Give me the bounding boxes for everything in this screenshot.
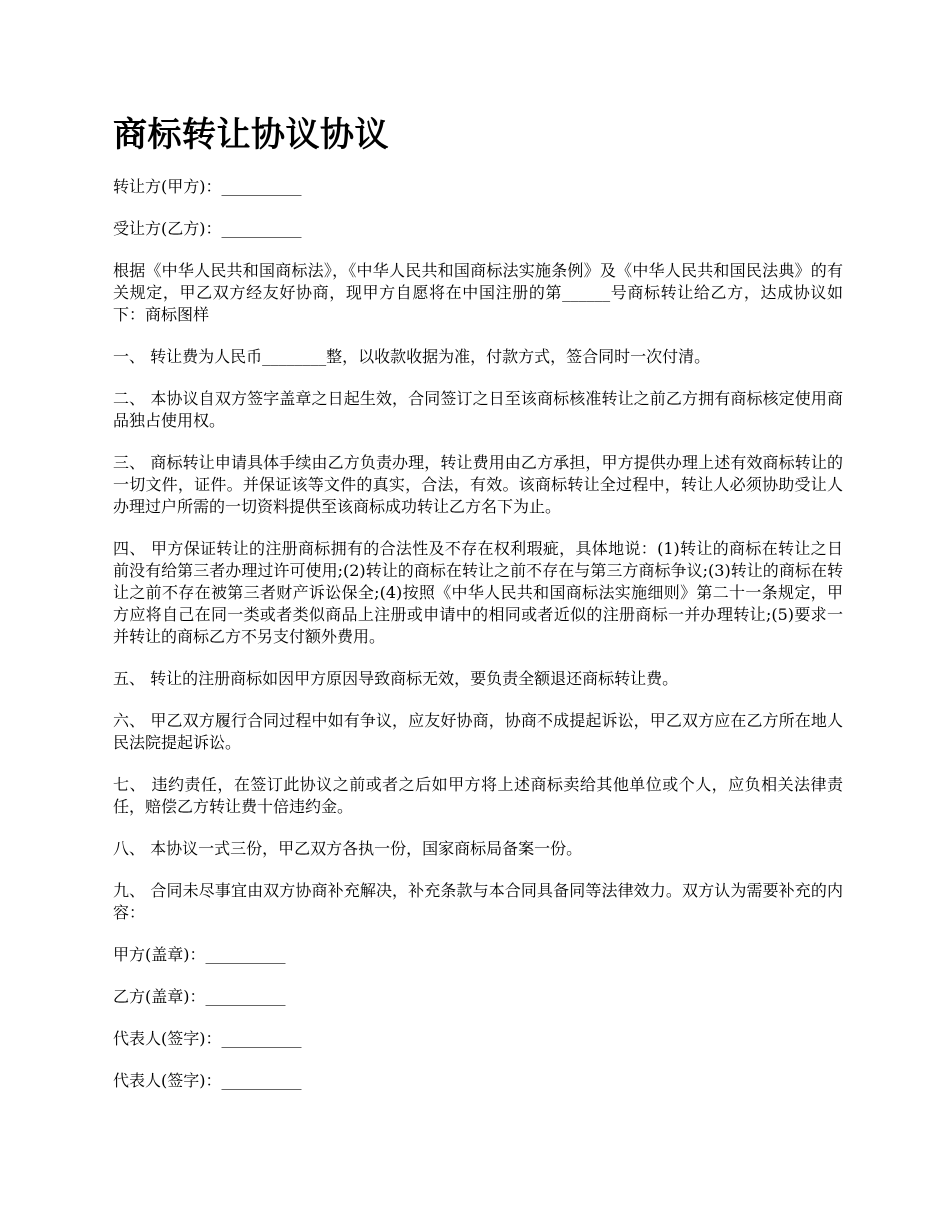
clause-9: 九、 合同未尽事宜由双方协商补充解决，补充条款与本合同具备同等法律效力。双方认为需要补充的内容： bbox=[113, 881, 843, 922]
transferor-field: 转让方(甲方)：__________ bbox=[113, 177, 302, 196]
clause-7: 七、 违约责任，在签订此协议之前或者之后如甲方将上述商标卖给其他单位或个人，应负相关法律责任，赔偿乙方转让费十倍违约金。 bbox=[113, 775, 843, 816]
clause-2: 二、 本协议自双方签字盖章之日起生效，合同签订之日至该商标核准转让之前乙方拥有商标核定使用商品独占使用权。 bbox=[113, 389, 843, 430]
transferee-field: 受让方(乙方)：__________ bbox=[113, 219, 302, 238]
representative-b-signature-field: 代表人(签字)：__________ bbox=[113, 1071, 302, 1090]
clause-6: 六、 甲乙双方履行合同过程中如有争议，应友好协商，协商不成提起诉讼，甲乙双方应在乙方所在地人民法院提起诉讼。 bbox=[113, 711, 843, 752]
clause-4: 四、 甲方保证转让的注册商标拥有的合法性及不存在权利瑕疵，具体地说：(1)转让的商标在转让之日前没有给第三者办理过许可使用;(2)转让的商标在转让之前不存在与第三方商标争议;(3)转让的商标在转让之前不存在被第三者财产诉讼保全;(4)按照《中华人民共和国商标法实施细则》第二十一条规定，甲方应将自己在同一类或者类似商品上注册或申请中的相同或者近似的注册商标一并办理转让;(5)要求一并转让的商标乙方不另支付额外费用。 bbox=[113, 539, 843, 646]
party-b-seal-field: 乙方(盖章)：__________ bbox=[113, 987, 286, 1006]
document-page bbox=[113, 110, 843, 1112]
clause-1: 一、 转让费为人民币________整，以收款收据为准，付款方式，签合同时一次付清。 bbox=[113, 347, 711, 366]
clause-5: 五、 转让的注册商标如因甲方原因导致商标无效，要负责全额退还商标转让费。 bbox=[113, 669, 679, 688]
party-a-seal-field: 甲方(盖章)：__________ bbox=[113, 945, 286, 964]
clause-8: 八、 本协议一式三份，甲乙双方各执一份，国家商标局备案一份。 bbox=[113, 839, 583, 858]
document-title: 商标转让协议协议 bbox=[113, 115, 389, 155]
clause-3: 三、 商标转让申请具体手续由乙方负责办理，转让费用由乙方承担，甲方提供办理上述有效商标转让的一切文件，证件。并保证该等文件的真实，合法，有效。该商标转让全过程中，转让人必须协助受让人办理过户所需的一切资料提供至该商标成功转让乙方名下为止。 bbox=[113, 453, 843, 516]
intro-paragraph: 根据《中华人民共和国商标法》，《中华人民共和国商标法实施条例》及《中华人民共和国民法典》的有关规定，甲乙双方经友好协商，现甲方自愿将在中国注册的第______号商标转让给乙方，达成协议如下：商标图样 bbox=[113, 261, 843, 324]
representative-a-signature-field: 代表人(签字)：__________ bbox=[113, 1029, 302, 1048]
